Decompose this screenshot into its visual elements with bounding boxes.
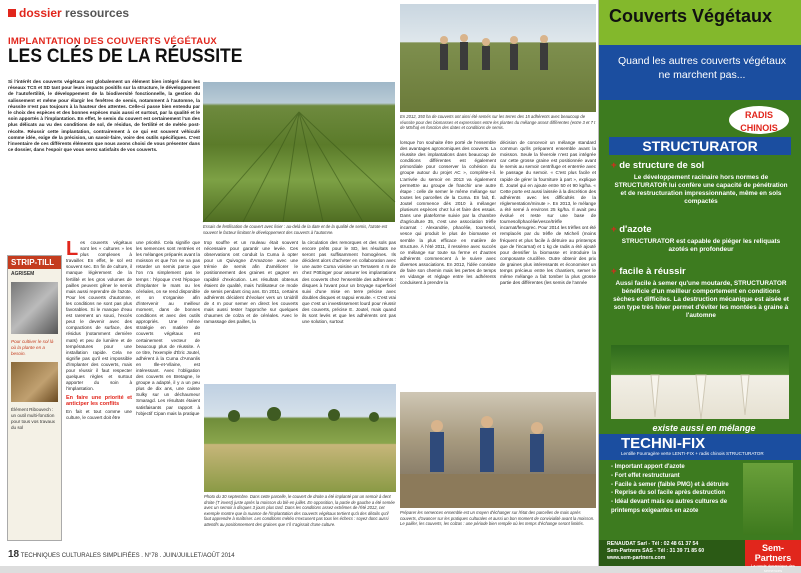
lead-paragraph: Si l'intérêt des couverts végétaux est globalement un élément bien intégré dans les réseaux TCS et SD tant pour leurs impacts positifs sur la structure, le développement de l'autofertilité, le développement de la biodiversité fonctionnelle, la gestion du salissement et même pour élargir les fenêtres de semis, notamment à l'automne, la réussite n'est pas toujours à la hauteur des attentes. Celle-ci passe bien entendu par le choix des espèces et des bonnes espèces mais aussi et surtout, par la qualité et le soin apportés à l'implantation. En effet, le semis du couvert est certainement l'un des plus délicats au vu des conditions de sol, de résidus, de fertilité et de météo post-récolte. Réussir cette implantation, contrairement à ce qui est souvent véhiculé comme idée, exige de la précision, un savoir-faire, voire des outils spécifiques. C'est l'inventaire de ces différents éléments que nous avons choisi de vous présenter dans ce dossier, dans l'espoir que vous serez satisfaits de vos couverts. [8,79,200,153]
column-1: Les couverts végétaux sont les « cultures » les plus complexes à travailler. En effet, le sol est souvent sec. En fin de culture, il manque légèrement de la fertilité et les gros volumes de pailles peuvent gêner le semis mais aussi reprendre de l'azote. Pour les couverts d'automne, les conditions ne sont pas plus favorables. Si le manque d'eau est rarement un souci, l'excès peut le devenir avec des compactions de surface, des résidus (notamment dernière maïs) et peu de lumière et de températures pour une installation rapide. Cela ne signifie pas qu'il est impossible d'implanter des couverts, mais pour réussir il faut respecter quelques règles et surtout apporter du soin à l'implantation. En faire une priorité et anticiper les conflits En fait et tout comme une culture, le couvert doit être [66,238,132,420]
product-name: STRUCTURATOR [609,137,791,155]
caption-bottom-photo: Photo du 30 septembre. Dans cette parcelle, le couvert de droite a été implanté par un semoir à dent droite (T invest) juste après la moisson du blé en juillet. En opposition, la partie de gauche a été semée avec un semoir à disques 3 jours plus tard. Dans les conditions assez extrêmes de l'été 2012, cet exemple montre que la nuance de l'implantation des couverts végétaux tertient qu'à des détails qu'il faut apprendre à maîtriser. Les conditions météo n'excusent pas tous les échecs : soyez donc aussi attentifs au positionnement des graines que s'il s'agissait d'une culture. [204,494,395,527]
benefit-heading-2: + d'azote [611,224,652,235]
list-item: - Important apport d'azote [611,463,741,472]
benefit-heading-1: + de structure de sol [611,160,705,171]
caption-seed-photo: Préparer les semences ensemble est un moyen d'échanger sur l'état des parcelles de mais après couverts, d'avancer sur les pratiques culturales et aussi un bon moment de convivialité avant la moisson. Le pailler, les couverts, les colzas : une période bien remplie où les temps d'échange seront limités. [400,510,595,527]
techni-fix-band [599,434,801,460]
seed-mixing-photo [400,392,596,508]
caption-top-photo: Essais de fertilisation de couvert avec lisier : au-delà de la date et de la qualité de semis, l'azote est souvent le facteur limitant le développement des couverts à l'automne. [203,224,388,235]
list-item: - Facile à semer (faible PMG) et à détruire [611,481,741,490]
list-item: - Idéal devant mais ou autres cultures de printemps exigeantes en azote [611,498,741,516]
caption-group-photo: En 2012, 350 ha de couverts ont ainsi été semés sur les terres des 15 adhérents avec beaucoup de réussite pour des biomasses et expressions entre les plantes du mélange assez différentes (entre 3 et 7 t de MS/ha) en fonction des dates et conditions de semis. [400,114,596,131]
ad-footer: RENAUDAT Sarl - Tél : 02 48 61 37 54 Sem-Partners SAS - Tél : 31 39 71 85 60 www.sem-partners.com [599,540,801,566]
benefit-text-3: Aussi facile à semer qu'une moutarde, STRUCTURATOR bénéficie d'un meilleur comportement en conditions sèches et difficiles. La destruction mécanique est aisée et son type très hiver permet d'éviter les montées à graine à l'automne [613,280,789,319]
column-2: une priorité. Cela signifie que les semences sont rentrées et les mélanges préparés avant la moisson et que l'on ne va pas retarder un semis parce que l'on n'a simplement pas le temps : l'époque c'est l'époque d'implanter le maïs ou les céréales, on se rend disponible et on s'organise afin d'intervenir au meilleur moment, dans de bonnes conditions et avec des outils appropriés. Une même stratégie en matière de couverts végétaux est certainement vecteur de beaucoup plus de réussite. À ce titre, l'exemple d'Éric Joutel, adhérent à la Cuma d'Amanlis en Ille-et-Vilaine, est intéressant. Avec l'obligation des couverts en Bretagne, le groupe a adapté, il y a un peu plus de dix ans, une caisse Sulky sur un déchaumeur Smaragd. Les résultats étaient satisfaisants par rapport à l'objectif Cipan mais la pratique [136,240,200,416]
lentil-photo [743,463,793,535]
radish-photo [611,345,789,419]
ad-band [599,45,801,100]
techni-fix-title: TECHNI-FIX [621,435,706,452]
striptill-ad-title: STRIP-TILL [8,256,61,269]
field-rows-illustration [203,82,395,222]
page-left [0,0,400,566]
page-right [400,0,598,566]
page-folio: 18 TECHNIQUES CULTURALES SIMPLIFIÉES . N°78 . JUIN/JUILLET/AOÛT 2014 [8,549,235,560]
benefit-text-2: STRUCTURATOR est capable de piéger les reliquats azotés en profondeur [621,238,781,253]
advertisement-page [598,0,800,573]
column-6: décision de concevoir un mélange standard commun qu'ils préparent ensemble avant la moisson. Seule la féverole n'est pas intégrée car cette grosse graine est positionnée avant le semis au semoir centrifuge et enterrée avec le passage du semoir. « C'est plus facile et rapide de gérer la fourniture à part », explique É. Joutel qui en ajoute entre 50 et 90 kg/ha. « Cette porte est aussi laissée à la discrétion des adhérents avec les difficultés de la réglementation/minute ». En 2013, le mélange a été semé à environs 25 kg/ha. Il avait peu évolué et reste sur une base de tournesol/phacélie/vesce/trèfle incarnat/fenugrec. Pour 2014 les trèfles ont été remplacés par du trèfle de Michelí (moins fréquent et plus facile à détruire au printemps que de l'incarnat) et 1 kg de radis a été ajouté pour densifier la biomasse et introduire la composante crucifère. Outre obtenir des prix de graines plus intéressants et économiser un temps précieux entre les chantiers, semer le même mélange a fait tomber la plus grosse partie des différentes (les semis de l'année [500,140,597,286]
striptill-ad-text-2: Élément Ribouvech : un outil multi-fonction pour tous vos travaux du sol [11,407,55,430]
benefit-text-1: Le développement racinaire hors normes de STRUCTURATOR lui confère une capacité de pénétration et de restructuration impressionnante, même en sols compactés [614,174,788,205]
section-heading: En faire une priorité et anticiper les conflits [66,395,132,408]
column-3: trop souffre et un rouleau était souvent nécessaire pour garantir une levée. Ces observations ont conduit la Cuma à opter pour un Quivogne d'Amazone avec une trémie de semis afin d'améliorer le positionnement des graines et gagner en rapidité d'exécution. Les résultats obtenus étaient de qualité, mais l'utilisateur ce mode de semis pendant cinq ans. En 2011, certains adhérents décident d'évoluer vers un Unidrill de 4 m pour semer en direct les couverts mais aussi tester l'approche sur quelques chaumes de colza et de céréales. Avec le ramassage des pailles, la [204,240,298,325]
ad-header [599,0,801,45]
group-photo-top [400,4,596,112]
field-photo-bottom [204,384,396,492]
page-title: LES CLÉS DE LA RÉUSSITE [8,46,243,67]
striptill-ad-brand: AGRISEM [11,271,35,277]
striptill-ad-text: Pour cultiver le sol là où la plante en a besoin. [11,339,54,356]
striptill-ad [7,255,62,541]
also-in-mix-label: existe aussi en mélange [652,423,756,433]
benefits-list [611,463,741,516]
machine-image-2 [11,362,58,402]
subtitle: IMPLANTATION DES COUVERTS VÉGÉTAUX [8,36,217,47]
column-5: lorsque l'on souhaite être porté de l'ensemble des avantages agronomiques des couverts. La réussite des implantations dans beaucoup de conditions différentes est également primordiale pour conserver la cohésion du groupe autour du projet AC », complète-t-il. L'arrivée du semoir en 2013 va également permettre au groupe de franchir une autre étape : celle de semer le même mélange sur toutes les parcelles de la Cuma. En fait, É. Joutel commence dès 2010 à mélanger plusieurs espèces chez lui et faire des essais. Dans une plateforme suivie par la chambre d'agriculture 35, c'est une association trèfle incarnat : Alexandrie, phacélie, tournesol, vesce qui produit le plus de biomasse et semble la plus efficace en matière de structure. À l'été 2011, il ressème avec succès ce mélange sur toute sa ferme et d'autres adhérents commencent à le suivre avec diverses associations. En 2012, l'idée consiste de faire son chemin mais les pertes de temps en vidange et réglage entre les adhérents conduisent à prendre la [400,140,496,286]
workers-illustration [400,392,596,508]
radish-roots-illustration [611,345,789,419]
field-photo-top [203,82,395,222]
techni-fix-subtitle: Lentille Fourragère verte LENTI-FIX + radis chinois STRUCTURATOR [621,451,764,456]
radis-badge: RADIS CHINOIS [727,104,791,136]
drop-cap: L [66,238,79,260]
list-item: - Reprise du sol facile après destruction [611,489,741,498]
list-item: - Fort effet restructurant [611,472,741,481]
rubric: dossier ressources [8,6,129,20]
ad-title: Couverts Végétaux [609,6,773,26]
machine-image [11,282,58,334]
benefit-heading-3: + facile à réussir [611,266,686,277]
column-4: la circulation des remorques et des sols pas encore prêts pour le SD, les résultats ne seront pas suffisamment homogènes. Ils décident alors d'acheter en collaboration avec une autre Cuma voisine un Terrasem 4 m de chez Pöttinger pour assurer les implantations des couverts chez l'ensemble des adhérents : disques à l'avant pour un broyage superficiel suivi d'une mise en terre précise avec doubles disques et rappui ensuite. « C'est vrai que c'est un investissement lourd pour réussir des couverts, précise E. Joutel, mais quand ils sont levés et que les adhérents ont pas une solution, surtout [302,240,396,325]
ad-tagline: Quand les autres couverts végétaux ne marchent pas... [617,55,787,81]
red-square-icon [8,9,16,17]
trees-illustration [204,384,396,492]
sem-partners-logo: Sem-Partners La ronde dynamique des semences [745,540,801,566]
people-illustration [400,4,596,112]
